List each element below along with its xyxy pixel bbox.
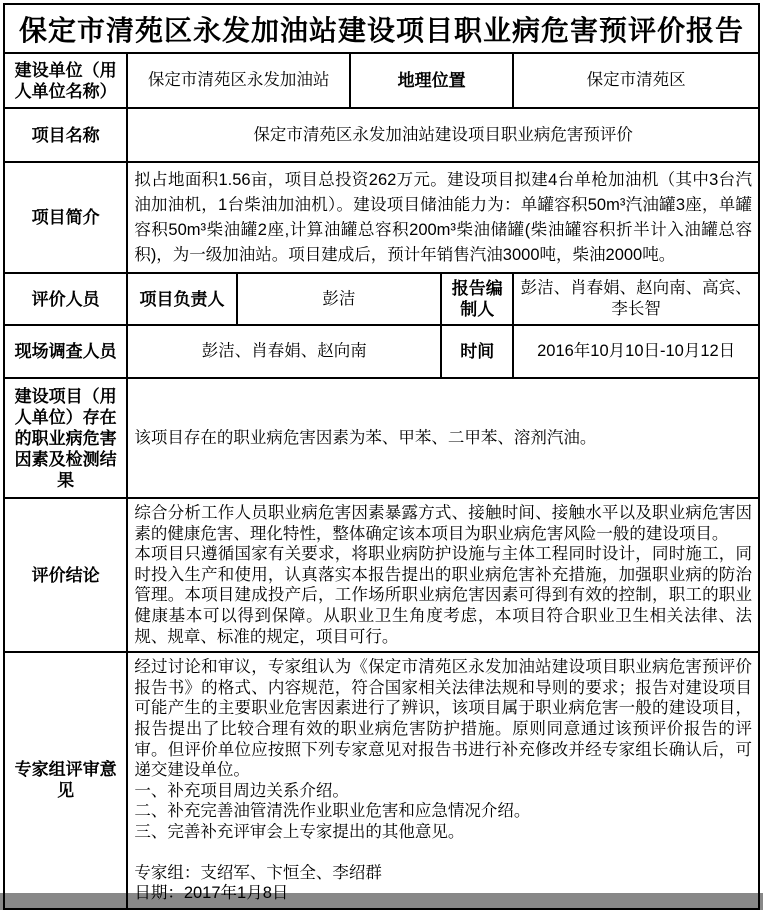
expert-item-list <box>134 781 752 843</box>
evaluators-label: 评价人员 <box>4 273 127 325</box>
expert-group-line: 专家组：支绍军、卞恒全、李绍群 <box>134 863 382 882</box>
project-intro-label: 项目简介 <box>4 162 127 273</box>
project-leader-value: 彭洁 <box>237 273 442 325</box>
survey-label: 现场调查人员 <box>4 325 127 378</box>
unit-label: 建设单位（用人单位名称） <box>4 53 127 108</box>
location-label: 地理位置 <box>350 53 513 108</box>
unit-value: 保定市清苑区永发加油站 <box>127 53 350 108</box>
report-table <box>3 3 760 910</box>
report-writers-value: 彭洁、肖春娟、赵向南、高宾、李长智 <box>513 273 759 325</box>
expert-signature-block <box>134 863 752 904</box>
project-leader-label: 项目负责人 <box>127 273 236 325</box>
expert-label: 专家组评审意见 <box>4 652 127 909</box>
report-title: 保定市清苑区永发加油站建设项目职业病危害预评价报告 <box>4 4 759 53</box>
expert-value <box>127 652 759 909</box>
survey-value: 彭洁、肖春娟、赵向南 <box>127 325 441 378</box>
hazards-value: 该项目存在的职业病危害因素为苯、甲苯、二甲苯、溶剂汽油。 <box>127 378 759 498</box>
conclusion-paragraph-2: 本项目只遵循国家有关要求，将职业病防护设施与主体工程同时设计，同时施工，同时投入生产和使用，认真落实本报告提出的职业病危害补充措施，加强职业病的防治管理。本项目建成投产后，工作场所职业病危害因素可得到有效的控制，职工的职业健康基本可以得到保障。从职业卫生角度考虑，本项目符合职业卫生相关法律、法规、规章、标准的规定，项目可行。 <box>134 545 752 646</box>
expert-item-2: 二、补充完善油管清洗作业职业危害和应急情况介绍。 <box>134 802 531 821</box>
time-value: 2016年10月10日-10月12日 <box>513 325 759 378</box>
project-name-label: 项目名称 <box>4 108 127 162</box>
expert-paragraph: 经过讨论和审议，专家组认为《保定市清苑区永发加油站建设项目职业病危害预评价报告书》的格式、内容规范，符合国家相关法律法规和导则的要求；报告对建设项目可能产生的主要职业危害因素进行了辨识，该项目属于职业病危害一般的建设项目，报告提出了比较合理有效的职业病危害防护措施。原则同意通过该预评价报告的评审。但评价单位应按照下列专家意见对报告书进行补充修改并经专家组长确认后，可递交建设单位。 <box>134 658 752 780</box>
conclusion-paragraph-1: 综合分析工作人员职业病危害因素暴露方式、接触时间、接触水平以及职业病危害因素的健康危害、理化特性，整体确定该本项目为职业病危害风险一般的建设项目。 <box>134 504 752 543</box>
time-label: 时间 <box>441 325 513 378</box>
report-writers-label: 报告编制人 <box>441 273 513 325</box>
conclusion-value <box>127 498 759 652</box>
expert-date-line: 日期：2017年1月8日 <box>134 884 289 903</box>
project-intro-value: 拟占地面积1.56亩，项目总投资262万元。建设项目拟建4台单枪加油机（其中3台汽油加油机，1台柴油加油机）。建设项目储油能力为：单罐容积50m³汽油罐3座，单罐容积50m³柴油罐2座,计算油罐总容积200m³柴油储罐(柴油罐容积折半计入油罐总容积)，为一级加油站。项目建成后，预计年销售汽油3000吨，柴油2000吨。 <box>127 162 759 273</box>
expert-item-1: 一、补充项目周边关系介绍。 <box>134 781 349 800</box>
hazards-label: 建设项目（用人单位）存在的职业病危害因素及检测结果 <box>4 378 127 498</box>
conclusion-label: 评价结论 <box>4 498 127 652</box>
expert-item-3: 三、完善补充评审会上专家提出的其他意见。 <box>134 822 465 841</box>
location-value: 保定市清苑区 <box>513 53 759 108</box>
project-name-value: 保定市清苑区永发加油站建设项目职业病危害预评价 <box>127 108 759 162</box>
